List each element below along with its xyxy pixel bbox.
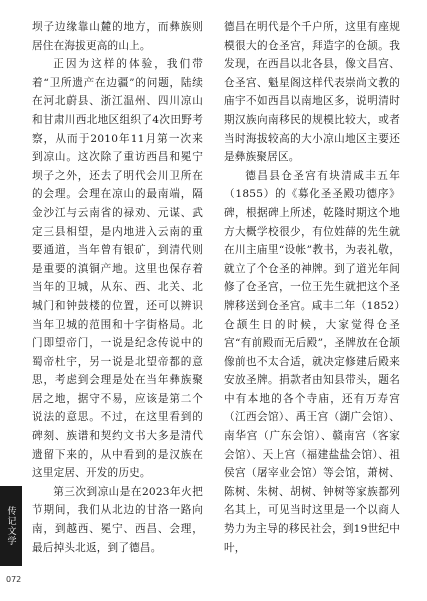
right-text-column — [224, 18, 400, 557]
left-text-column — [32, 18, 203, 557]
section-tab-label: 传记文学 — [5, 506, 16, 546]
paragraph: 德昌县仓圣宫有块清咸丰五年（1855）的《募化圣圣殿功德序》碑，根据碑上所述，乾隆时期这个地方大概学校很少，有位姓薛的先生就在川主庙里“设帐”教书，为表礼敬，就立了个仓圣的神牌。到了道光年间修了仓圣宫，一位王先生就把这个圣牌移送到仓圣宫。咸丰二年（1852）仓颉生日的时候，大家觉得仓圣宫“有前殿而无后殿”，圣牌放在仓颉像前也不太合适，就决定修建后殿来安放圣牌。捐款者由知县带头，题名中有本地的各个寺庙，还有万寿宫（江西会馆）、禹王宫（湖广会馆）、南华宫（广东会馆）、赣南宫（客家会馆）、天上宫（福建盐盐会馆）、祖侯宫（屠宰业会馆）等会馆，萧树、陈树、朱树、胡树、钟树等家族都列名其上，可见当时这里是一个以商人势力为主导的移民社会，到19世纪中叶， — [224, 169, 400, 554]
paragraph: 第三次到凉山是在2023年火把节期间，我们从北边的甘洛一路向南，到越西、冕宁、西昌、会理，最后掉头北返，到了德昌。 — [32, 485, 203, 554]
section-tab — [0, 486, 22, 566]
paragraph: 正因为这样的体验，我们带着“卫所遗产在边疆”的问题，陆续在河北蔚县、浙江温州、四川凉山和甘肃川西北地区组织了4次田野考察，从而于2010年11月第一次来到凉山。这次除了重访西昌和冕宁坝子之外，还去了明代会川卫所在的会理。会理在凉山的最南端，隔金沙江与云南省的禄劝、元谋、武定三县相望，是内地进入云南的重要通道，当年曾有银矿，到清代则是重要的滇铜产地。这里也保存着当年的卫城，从东、西、北关、北城门和钟鼓楼的位置，还可以辨识当年卫城的范围和十字街格局。北门即望帝门，一说是纪念传说中的蜀帝杜宇，另一说是北望帝都的意思，考虑到会理是处在当年彝族聚居之地，据守不易，应该是第二个说法的意思。不过，在这里看到的碑刻、族谱和契约文书大多是清代遗留下来的，从中看到的是汉族在这里定居、开发的历史。 — [32, 58, 203, 480]
page-number: 072 — [6, 575, 22, 584]
paragraph: 德昌在明代是个千户所，这里有座规模很大的仓圣宫，拜造字的仓颉。我发现，在西昌以北各县，像文昌宫、仓圣宫、魁星阁这样代表崇尚文教的庙宇不如西昌以南地区多，说明清时期汉族向南移民的规模比较大，或者当时海拔较高的大小凉山地区主要还是彝族聚居区。 — [224, 21, 400, 164]
paragraph: 坝子边缘靠山麓的地方，而彝族则居住在海拔更高的山上。 — [32, 21, 203, 52]
